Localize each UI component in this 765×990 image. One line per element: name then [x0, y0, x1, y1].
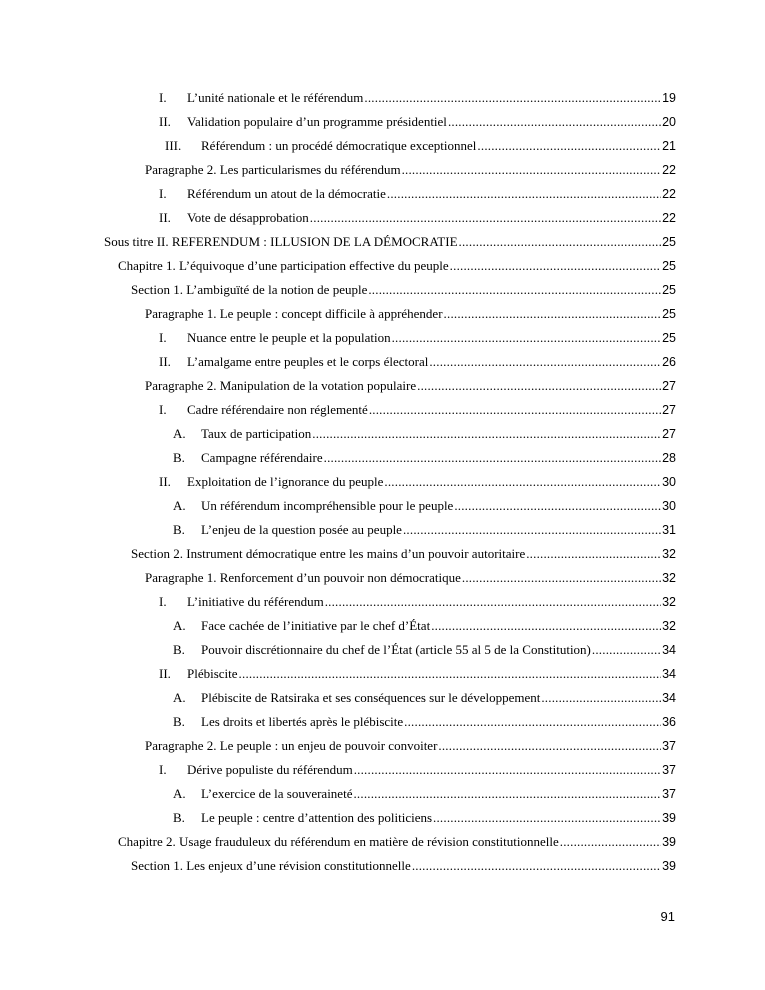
- toc-entry: [0, 590, 676, 614]
- toc-dot-leader: [592, 638, 661, 662]
- toc-entry: [0, 686, 676, 710]
- toc-entry-title: L’unité nationale et le référendum: [187, 90, 364, 105]
- toc-entry: [0, 758, 676, 782]
- toc-dot-leader: [364, 86, 661, 110]
- toc-entry-title: Le peuple : centre d’attention des politiciens: [201, 810, 433, 825]
- toc-entry-title: L’amalgame entre peuples et le corps électoral: [187, 354, 429, 369]
- toc-dot-leader: [325, 590, 661, 614]
- toc-dot-leader: [310, 206, 661, 230]
- toc-entry-title: Paragraphe 2. Le peuple : un enjeu de pouvoir convoiter: [145, 738, 438, 753]
- toc-entry-page: 27: [662, 403, 676, 417]
- toc-entry-title: Paragraphe 1. Le peuple : concept difficile à appréhender: [145, 306, 443, 321]
- toc-entry-title: Paragraphe 1. Renforcement d’un pouvoir non démocratique: [145, 570, 461, 585]
- toc-entry-page: 32: [662, 619, 676, 633]
- toc-entry: [0, 374, 676, 398]
- toc-entry-page: 25: [662, 307, 676, 321]
- toc-dot-leader: [429, 350, 661, 374]
- toc-dot-leader: [526, 542, 661, 566]
- toc-entry-number: I.: [159, 402, 167, 417]
- toc-entry-page: 22: [662, 163, 676, 177]
- toc-entry-title: Cadre référendaire non réglementé: [187, 402, 368, 417]
- toc-entry: [0, 830, 676, 854]
- toc-dot-leader: [541, 686, 661, 710]
- toc-dot-leader: [353, 782, 661, 806]
- toc-entry-page: 34: [662, 667, 676, 681]
- toc-entry: [0, 710, 676, 734]
- toc-entry-page: 39: [662, 811, 676, 825]
- toc-entry: [0, 470, 676, 494]
- toc-entry-title: Validation populaire d’un programme présidentiel: [187, 114, 447, 129]
- toc-entry-page: 22: [662, 211, 676, 225]
- toc-entry-title: Sous titre II. REFERENDUM : ILLUSION DE LA DÉMOCRATIE: [104, 234, 458, 249]
- toc-entry: [0, 86, 676, 110]
- toc-entry: [0, 326, 676, 350]
- toc-entry-title: Paragraphe 2. Les particularismes du référendum: [145, 162, 401, 177]
- toc-entry-title: Face cachée de l’initiative par le chef d’État: [201, 618, 431, 633]
- toc-dot-leader: [369, 398, 661, 422]
- toc-entry-title: Section 1. Les enjeux d’une révision constitutionnelle: [131, 858, 411, 873]
- toc-dot-leader: [384, 470, 661, 494]
- toc-entry: [0, 398, 676, 422]
- toc-dot-leader: [444, 302, 662, 326]
- toc-entry-number: III.: [165, 138, 182, 153]
- toc-entry: [0, 206, 676, 230]
- toc-entry-number: B.: [173, 642, 185, 657]
- toc-entry-title: Taux de participation: [201, 426, 312, 441]
- toc-entry: [0, 494, 676, 518]
- toc-entry-page: 36: [662, 715, 676, 729]
- toc-entry-page: 31: [662, 523, 676, 537]
- toc-entry: [0, 662, 676, 686]
- toc-entry-page: 39: [662, 835, 676, 849]
- toc-dot-leader: [459, 230, 662, 254]
- toc-entry-title: Un référendum incompréhensible pour le peuple: [201, 498, 454, 513]
- toc-entry-title: Plébiscite de Ratsiraka et ses conséquences sur le développement: [201, 690, 541, 705]
- toc-dot-leader: [402, 158, 662, 182]
- toc-entry-number: II.: [159, 474, 171, 489]
- toc-dot-leader: [450, 254, 661, 278]
- toc-entry-title: Chapitre 2. Usage frauduleux du référendum en matière de révision constitutionnelle: [118, 834, 559, 849]
- toc-dot-leader: [387, 182, 661, 206]
- toc-entry: [0, 278, 676, 302]
- toc-entry-number: II.: [159, 666, 171, 681]
- toc-entry-number: I.: [159, 330, 167, 345]
- toc-dot-leader: [404, 710, 661, 734]
- toc-entry-title: Les droits et libertés après le plébiscite: [201, 714, 404, 729]
- toc-entry-title: Référendum : un procédé démocratique exceptionnel: [201, 138, 477, 153]
- toc-entry-number: I.: [159, 90, 167, 105]
- toc-dot-leader: [403, 518, 661, 542]
- toc-entry-page: 34: [662, 691, 676, 705]
- toc-entry: [0, 158, 676, 182]
- toc-entry-title: L’initiative du référendum: [187, 594, 324, 609]
- toc-entry-number: I.: [159, 594, 167, 609]
- toc-entry: [0, 518, 676, 542]
- toc-dot-leader: [417, 374, 661, 398]
- toc-entry-number: B.: [173, 450, 185, 465]
- toc-entry-number: A.: [173, 690, 186, 705]
- toc-entry-number: A.: [173, 618, 186, 633]
- toc-entry-page: 25: [662, 283, 676, 297]
- toc-entry-page: 28: [662, 451, 676, 465]
- toc-entry-number: II.: [159, 210, 171, 225]
- toc-entry-page: 27: [662, 427, 676, 441]
- toc-entry-title: Section 2. Instrument démocratique entre les mains d’un pouvoir autoritaire: [131, 546, 526, 561]
- toc-entry: [0, 446, 676, 470]
- toc-entry: [0, 302, 676, 326]
- toc-entry: [0, 182, 676, 206]
- toc-dot-leader: [438, 734, 661, 758]
- toc-entry: [0, 230, 676, 254]
- toc-entry-page: 21: [662, 139, 676, 153]
- toc-dot-leader: [454, 494, 661, 518]
- toc-entry-page: 32: [662, 547, 676, 561]
- toc-entry-page: 25: [662, 235, 676, 249]
- toc-entry: [0, 734, 676, 758]
- toc-entry: [0, 422, 676, 446]
- toc-entry-number: I.: [159, 186, 167, 201]
- toc-entry-page: 25: [662, 259, 676, 273]
- toc-entry-page: 25: [662, 331, 676, 345]
- toc-entry-title: Pouvoir discrétionnaire du chef de l’État (article 55 al 5 de la Constitution): [201, 642, 591, 657]
- toc-entry-page: 32: [662, 571, 676, 585]
- toc-entry-number: II.: [159, 114, 171, 129]
- toc-entry: [0, 350, 676, 374]
- toc-entry: [0, 110, 676, 134]
- toc-entry-page: 32: [662, 595, 676, 609]
- toc-entry-title: Campagne référendaire: [201, 450, 323, 465]
- toc-entry-title: Plébiscite: [187, 666, 238, 681]
- toc-entry: [0, 806, 676, 830]
- toc-entry-page: 37: [662, 763, 676, 777]
- toc-dot-leader: [392, 326, 662, 350]
- toc-entry-number: II.: [159, 354, 171, 369]
- toc-entry-page: 37: [662, 739, 676, 753]
- toc-entry-page: 22: [662, 187, 676, 201]
- toc-entry-page: 27: [662, 379, 676, 393]
- toc-dot-leader: [560, 830, 661, 854]
- toc-entry-number: A.: [173, 498, 186, 513]
- toc-dot-leader: [448, 110, 661, 134]
- page-number: 91: [660, 909, 675, 924]
- toc-entry: [0, 542, 676, 566]
- toc-entry-page: 30: [662, 499, 676, 513]
- toc-entry-title: Vote de désapprobation: [187, 210, 309, 225]
- toc-dot-leader: [462, 566, 661, 590]
- toc-dot-leader: [354, 758, 661, 782]
- toc-entry: [0, 638, 676, 662]
- toc-entry: [0, 614, 676, 638]
- toc-dot-leader: [477, 134, 661, 158]
- toc-dot-leader: [324, 446, 661, 470]
- toc-dot-leader: [368, 278, 661, 302]
- toc-entry-page: 19: [662, 91, 676, 105]
- toc-entry-number: B.: [173, 714, 185, 729]
- toc-entry: [0, 782, 676, 806]
- toc-entry: [0, 254, 676, 278]
- toc-entry-page: 30: [662, 475, 676, 489]
- toc-entry-number: A.: [173, 426, 186, 441]
- toc-entry-number: B.: [173, 522, 185, 537]
- toc-entry-title: Section 1. L’ambiguïté de la notion de peuple: [131, 282, 368, 297]
- toc-entry-title: Paragraphe 2. Manipulation de la votation populaire: [145, 378, 417, 393]
- toc-entry-page: 34: [662, 643, 676, 657]
- toc-entry-title: Nuance entre le peuple et la population: [187, 330, 391, 345]
- toc-entry-title: Dérive populiste du référendum: [187, 762, 353, 777]
- toc-dot-leader: [239, 662, 662, 686]
- toc-entry-page: 20: [662, 115, 676, 129]
- toc-entry: [0, 854, 676, 878]
- toc-entry-page: 37: [662, 787, 676, 801]
- toc-entry-title: Exploitation de l’ignorance du peuple: [187, 474, 384, 489]
- toc-entry-page: 39: [662, 859, 676, 873]
- toc-dot-leader: [412, 854, 661, 878]
- toc-dot-leader: [312, 422, 661, 446]
- toc-dot-leader: [431, 614, 661, 638]
- toc-entry: [0, 134, 676, 158]
- toc-dot-leader: [433, 806, 661, 830]
- toc-entry: [0, 566, 676, 590]
- toc-entry-title: Chapitre 1. L’équivoque d’une participation effective du peuple: [118, 258, 449, 273]
- toc-entry-number: A.: [173, 786, 186, 801]
- toc-entry-title: L’exercice de la souveraineté: [201, 786, 353, 801]
- toc-entry-page: 26: [662, 355, 676, 369]
- toc-entry-number: I.: [159, 762, 167, 777]
- toc-entry-title: Référendum un atout de la démocratie: [187, 186, 386, 201]
- toc-entry-number: B.: [173, 810, 185, 825]
- toc-entry-title: L’enjeu de la question posée au peuple: [201, 522, 402, 537]
